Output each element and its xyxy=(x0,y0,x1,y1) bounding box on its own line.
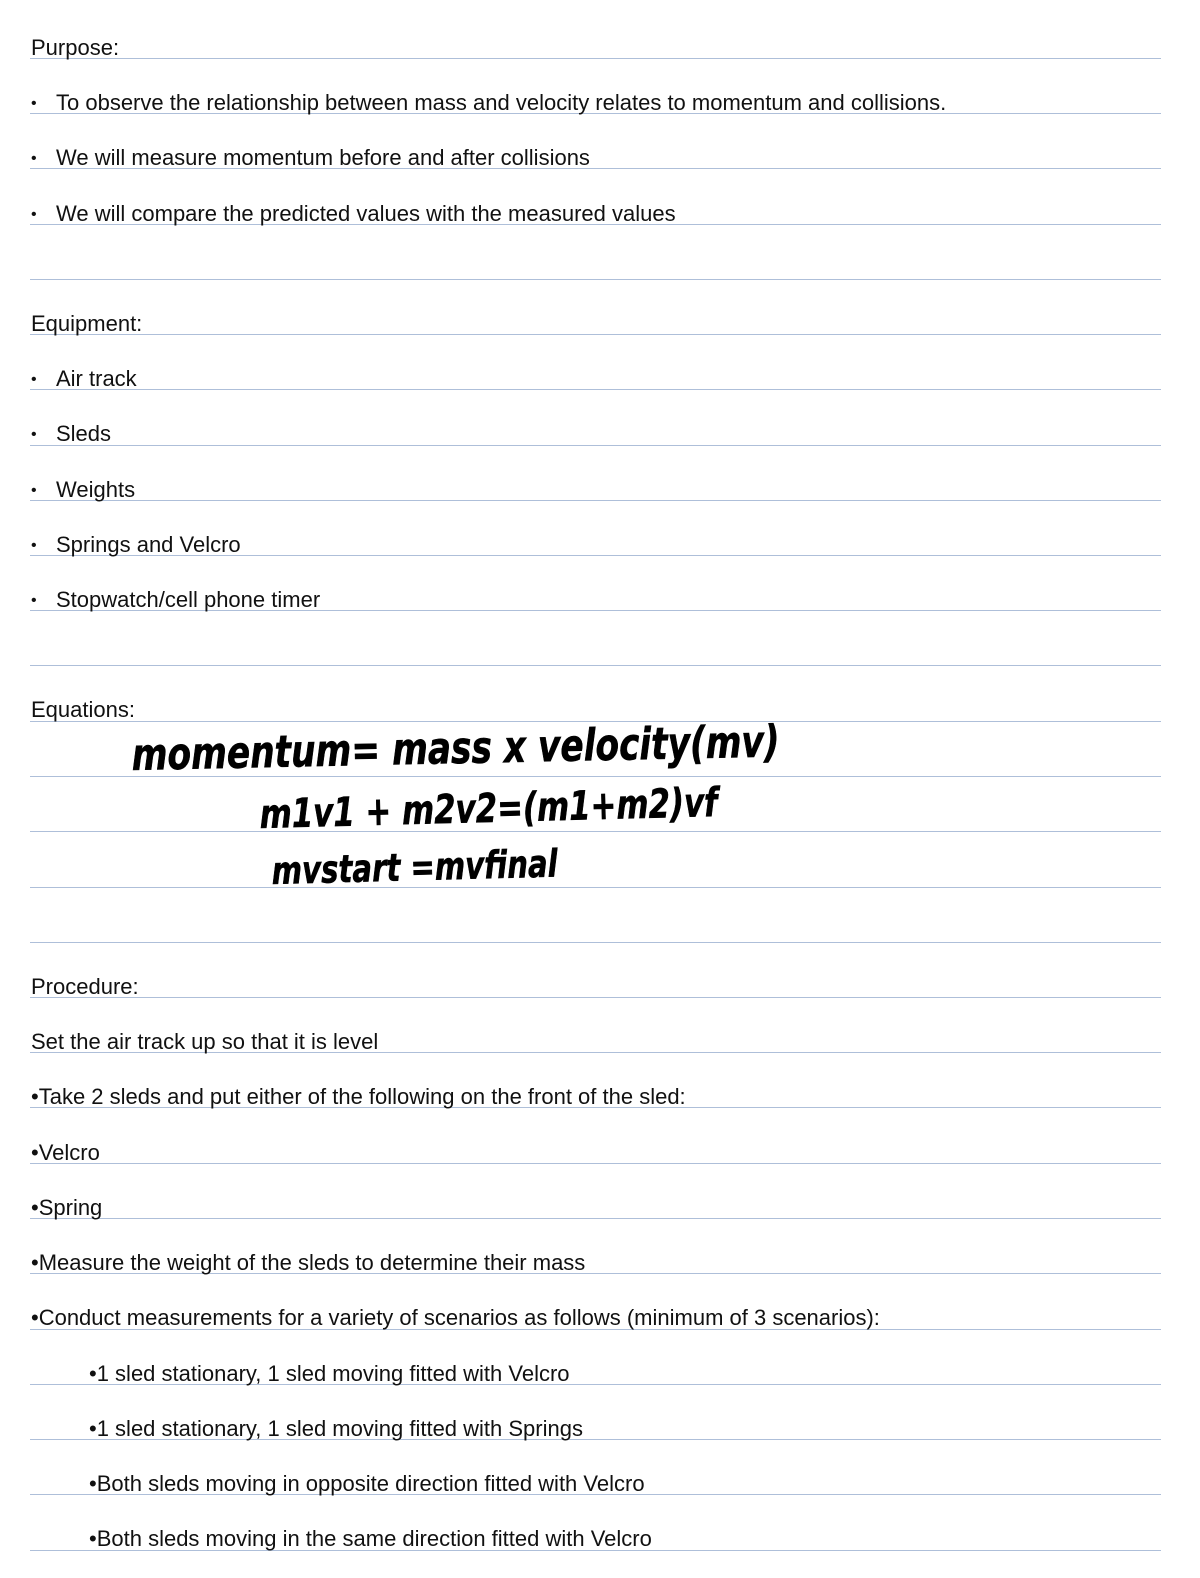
procedure-step: •Take 2 sleds and put either of the following on the front of the sled: xyxy=(31,1084,686,1109)
equipment-item: • Sleds xyxy=(31,421,112,446)
ruled-line xyxy=(30,887,1161,888)
procedure-step: •Measure the weight of the sleds to determine their mass xyxy=(31,1250,586,1275)
handwritten-equation-momentum: momentum= mass x velocity(mv) xyxy=(131,712,962,781)
procedure-step: •Velcro xyxy=(31,1140,100,1165)
handwritten-equation-conservation: mvstart =mvfinal xyxy=(271,839,645,893)
bullet-icon: • xyxy=(31,537,37,554)
ruled-line xyxy=(30,334,1161,335)
equations-heading: Equations: xyxy=(31,697,135,722)
bullet-icon: • xyxy=(31,482,37,499)
procedure-scenario: •1 sled stationary, 1 sled moving fitted with Velcro xyxy=(89,1361,570,1386)
procedure-heading: Procedure: xyxy=(31,974,139,999)
ruled-line xyxy=(30,279,1161,280)
bullet-icon: • xyxy=(31,371,37,388)
equipment-item: • Weights xyxy=(31,477,136,502)
equipment-item: • Springs and Velcro xyxy=(31,532,241,557)
equipment-heading: Equipment: xyxy=(31,311,143,336)
bullet-icon: • xyxy=(31,95,37,112)
handwritten-equation-collision: m1v1 + m2v2=(m1+m2)vf xyxy=(259,776,855,838)
purpose-heading: Purpose: xyxy=(31,35,120,60)
ruled-line xyxy=(30,1218,1161,1219)
procedure-step: Set the air track up so that it is level xyxy=(31,1029,379,1054)
equipment-item: • Air track xyxy=(31,366,137,391)
ruled-line xyxy=(30,831,1161,832)
procedure-step: •Spring xyxy=(31,1195,103,1220)
procedure-scenario: •Both sleds moving in opposite direction fitted with Velcro xyxy=(89,1471,645,1496)
bullet-icon: • xyxy=(31,592,37,609)
ruled-line xyxy=(30,500,1161,501)
ruled-line xyxy=(30,721,1161,722)
purpose-item: • We will measure momentum before and after collisions xyxy=(31,145,590,170)
bullet-icon: • xyxy=(31,426,37,443)
purpose-item: • To observe the relationship between mass and velocity relates to momentum and collisions. xyxy=(31,90,947,115)
ruled-line xyxy=(30,58,1161,59)
ruled-line xyxy=(30,942,1161,943)
ruled-line xyxy=(30,389,1161,390)
procedure-step: •Conduct measurements for a variety of scenarios as follows (minimum of 3 scenarios): xyxy=(31,1305,880,1330)
bullet-icon: • xyxy=(31,206,37,223)
bullet-icon: • xyxy=(31,150,37,167)
ruled-line xyxy=(30,997,1161,998)
ruled-line xyxy=(30,776,1161,777)
ruled-line xyxy=(30,1163,1161,1164)
procedure-scenario: •Both sleds moving in the same direction fitted with Velcro xyxy=(89,1526,652,1551)
ruled-line xyxy=(30,665,1161,666)
equipment-item: • Stopwatch/cell phone timer xyxy=(31,587,321,612)
ruled-line xyxy=(30,445,1161,446)
purpose-item: • We will compare the predicted values with the measured values xyxy=(31,201,676,226)
procedure-scenario: •1 sled stationary, 1 sled moving fitted with Springs xyxy=(89,1416,583,1441)
